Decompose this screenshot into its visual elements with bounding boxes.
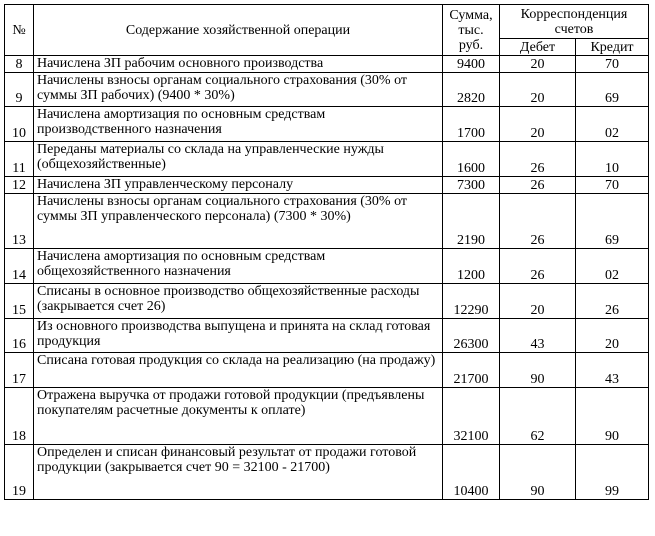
row-sum: 10400 [443, 445, 500, 500]
row-credit: 02 [576, 107, 649, 142]
row-num: 18 [5, 388, 34, 445]
row-desc: Начислена амортизация по основным средствам производственного назначения [34, 107, 443, 142]
row-desc: Списана готовая продукция со склада на реализацию (на продажу) [34, 353, 443, 388]
row-credit: 70 [576, 56, 649, 73]
row-sum: 12290 [443, 284, 500, 319]
row-credit: 02 [576, 249, 649, 284]
table-row [5, 142, 649, 177]
row-sum: 1600 [443, 142, 500, 177]
row-debit: 20 [500, 73, 576, 107]
table-row [5, 388, 649, 445]
header-corr: Корреспонденция счетов [500, 5, 649, 39]
row-num: 13 [5, 194, 34, 249]
row-num: 17 [5, 353, 34, 388]
row-credit: 70 [576, 177, 649, 194]
operations-table [4, 4, 649, 500]
row-credit: 69 [576, 73, 649, 107]
row-credit: 43 [576, 353, 649, 388]
row-num: 8 [5, 56, 34, 73]
page [4, 4, 649, 500]
row-sum: 2820 [443, 73, 500, 107]
table-row [5, 445, 649, 500]
header-debit: Дебет [500, 39, 576, 56]
row-sum: 2190 [443, 194, 500, 249]
row-sum: 1200 [443, 249, 500, 284]
row-desc: Из основного производства выпущена и принята на склад готовая продукция [34, 319, 443, 353]
row-desc: Переданы материалы со склада на управленческие нужды (общехозяйственные) [34, 142, 443, 177]
row-credit: 26 [576, 284, 649, 319]
row-credit: 69 [576, 194, 649, 249]
header-num: № [5, 5, 34, 56]
row-debit: 43 [500, 319, 576, 353]
row-num: 15 [5, 284, 34, 319]
row-sum: 7300 [443, 177, 500, 194]
row-num: 12 [5, 177, 34, 194]
row-debit: 62 [500, 388, 576, 445]
row-credit: 10 [576, 142, 649, 177]
row-num: 14 [5, 249, 34, 284]
table-row [5, 177, 649, 194]
row-desc: Определен и списан финансовый результат от продажи готовой продукции (закрывается счет 90 = 32100 - 21700) [34, 445, 443, 500]
row-desc: Начислены взносы органам социального страхования (30% от суммы ЗП рабочих) (9400 * 30%) [34, 73, 443, 107]
row-debit: 20 [500, 107, 576, 142]
table-row [5, 107, 649, 142]
row-sum: 32100 [443, 388, 500, 445]
row-credit: 90 [576, 388, 649, 445]
row-desc: Списаны в основное производство общехозяйственные расходы (закрывается счет 26) [34, 284, 443, 319]
row-desc: Начислена ЗП рабочим основного производства [34, 56, 443, 73]
header-sum: Сумма, тыс. руб. [443, 5, 500, 56]
table-row [5, 73, 649, 107]
row-debit: 90 [500, 353, 576, 388]
row-num: 10 [5, 107, 34, 142]
table-row [5, 249, 649, 284]
row-desc: Начислены взносы органам социального страхования (30% от суммы ЗП управленческого персонала) (7300 * 30%) [34, 194, 443, 249]
row-num: 9 [5, 73, 34, 107]
table-row [5, 319, 649, 353]
row-debit: 20 [500, 56, 576, 73]
row-sum: 26300 [443, 319, 500, 353]
table-row [5, 194, 649, 249]
table-row [5, 353, 649, 388]
table-row [5, 56, 649, 73]
row-desc: Отражена выручка от продажи готовой продукции (предъявлены покупателям расчетные документы к оплате) [34, 388, 443, 445]
row-debit: 90 [500, 445, 576, 500]
header-row [5, 5, 649, 39]
row-credit: 20 [576, 319, 649, 353]
row-desc: Начислена амортизация по основным средствам общехозяйственного назначения [34, 249, 443, 284]
row-debit: 26 [500, 142, 576, 177]
header-credit: Кредит [576, 39, 649, 56]
table-row [5, 284, 649, 319]
header-desc: Содержание хозяйственной операции [34, 5, 443, 56]
row-sum: 21700 [443, 353, 500, 388]
row-sum: 1700 [443, 107, 500, 142]
row-credit: 99 [576, 445, 649, 500]
row-debit: 26 [500, 177, 576, 194]
row-debit: 26 [500, 249, 576, 284]
row-num: 11 [5, 142, 34, 177]
row-num: 16 [5, 319, 34, 353]
row-desc: Начислена ЗП управленческому персоналу [34, 177, 443, 194]
row-debit: 26 [500, 194, 576, 249]
row-debit: 20 [500, 284, 576, 319]
row-sum: 9400 [443, 56, 500, 73]
row-num: 19 [5, 445, 34, 500]
